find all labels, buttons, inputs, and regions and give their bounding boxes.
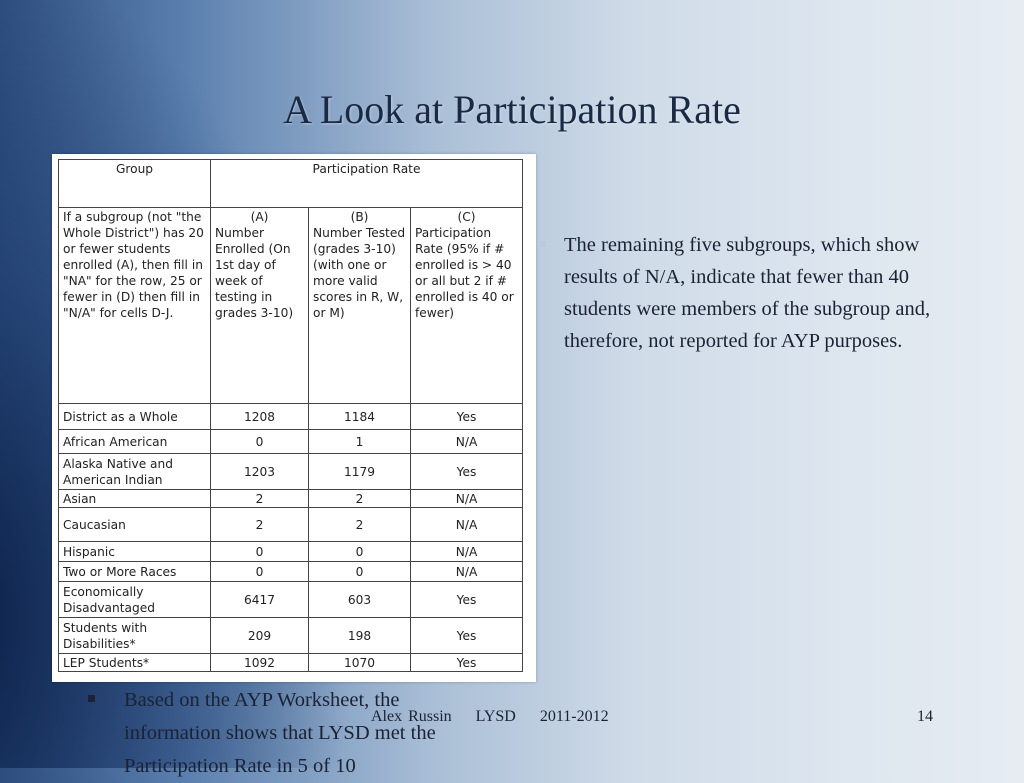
row-tested: 1070: [309, 654, 411, 672]
row-enrolled: 0: [211, 430, 309, 454]
bullet-bottom: [88, 684, 488, 783]
row-tested: 2: [309, 490, 411, 508]
row-rate: N/A: [411, 490, 523, 508]
desc-col-c: [411, 208, 523, 404]
row-tested: 1179: [309, 454, 411, 490]
participation-table: [58, 159, 523, 672]
desc-c-text: Participation Rate (95% if # enrolled is > 40 or all but 2 if # enrolled is 40 or fewer): [415, 226, 514, 320]
row-group: Economically Disadvantaged: [59, 582, 211, 618]
table-row: [59, 454, 523, 490]
row-enrolled: 1203: [211, 454, 309, 490]
desc-col-b: [309, 208, 411, 404]
row-tested: 1184: [309, 404, 411, 430]
subhead-c: (C): [457, 210, 476, 224]
row-tested: 0: [309, 562, 411, 582]
table-row: [59, 582, 523, 618]
row-group: Students with Disabilities*: [59, 618, 211, 654]
table-row: [59, 542, 523, 562]
header-participation-rate: Participation Rate: [211, 160, 523, 208]
row-enrolled: 1092: [211, 654, 309, 672]
row-tested: 198: [309, 618, 411, 654]
footer-org: LYSD: [475, 708, 516, 725]
participation-table-image: [52, 154, 536, 682]
row-enrolled: 209: [211, 618, 309, 654]
table-row: [59, 562, 523, 582]
row-rate: Yes: [411, 582, 523, 618]
row-rate: N/A: [411, 430, 523, 454]
row-enrolled: 0: [211, 542, 309, 562]
header-group: Group: [59, 160, 211, 208]
row-tested: 1: [309, 430, 411, 454]
slide-title: A Look at Participation Rate: [283, 87, 741, 132]
row-rate: Yes: [411, 404, 523, 430]
desc-b-text: Number Tested (grades 3-10) (with one or more valid scores in R, W, or M): [313, 226, 406, 320]
row-enrolled: 2: [211, 490, 309, 508]
row-group: District as a Whole: [59, 404, 211, 430]
row-group: LEP Students*: [59, 654, 211, 672]
slide-footer: [371, 708, 627, 726]
row-enrolled: 2: [211, 508, 309, 542]
row-enrolled: 6417: [211, 582, 309, 618]
table-row: [59, 404, 523, 430]
desc-a-text: Number Enrolled (On 1st day of week of testing in grades 3-10): [215, 226, 294, 320]
bullet-right-text: The remaining five subgroups, which show results of N/A, indicate that fewer than 40 students were members of the subgroup and, therefore, not reported for AYP purposes.: [564, 234, 931, 352]
row-enrolled: 0: [211, 562, 309, 582]
footer-year: 2011-2012: [539, 708, 609, 725]
table-row: [59, 654, 523, 672]
row-group: Alaska Native and American Indian: [59, 454, 211, 490]
row-rate: Yes: [411, 454, 523, 490]
row-rate: N/A: [411, 508, 523, 542]
desc-col-a: [211, 208, 309, 404]
table-row: [59, 490, 523, 508]
row-group: Two or More Races: [59, 562, 211, 582]
row-rate: Yes: [411, 618, 523, 654]
row-group: Asian: [59, 490, 211, 508]
row-rate: Yes: [411, 654, 523, 672]
row-rate: N/A: [411, 562, 523, 582]
table-row: [59, 618, 523, 654]
table-row: [59, 430, 523, 454]
row-group: Caucasian: [59, 508, 211, 542]
row-tested: 0: [309, 542, 411, 562]
row-enrolled: 1208: [211, 404, 309, 430]
bullet-square-icon: [88, 695, 95, 702]
table-row: [59, 508, 523, 542]
subhead-a: (A): [250, 210, 269, 224]
row-tested: 603: [309, 582, 411, 618]
row-group: African American: [59, 430, 211, 454]
bullet-right: [540, 229, 960, 357]
row-group: Hispanic: [59, 542, 211, 562]
footer-author: Alex Russin: [371, 708, 452, 725]
subhead-b: (B): [350, 210, 369, 224]
row-tested: 2: [309, 508, 411, 542]
bullet-bottom-text: Based on the AYP Worksheet, the information shows that LYSD met the Participation Rate in 5 of 10: [124, 689, 436, 777]
row-rate: N/A: [411, 542, 523, 562]
slide-number: 14: [917, 708, 933, 725]
desc-group: If a subgroup (not "the Whole District") has 20 or fewer students enrolled (A), then fill in "NA" for the row, 25 or fewer in (D) then fill in "N/A" for cells D-J.: [59, 208, 211, 404]
bullet-marker-icon: [540, 241, 546, 247]
